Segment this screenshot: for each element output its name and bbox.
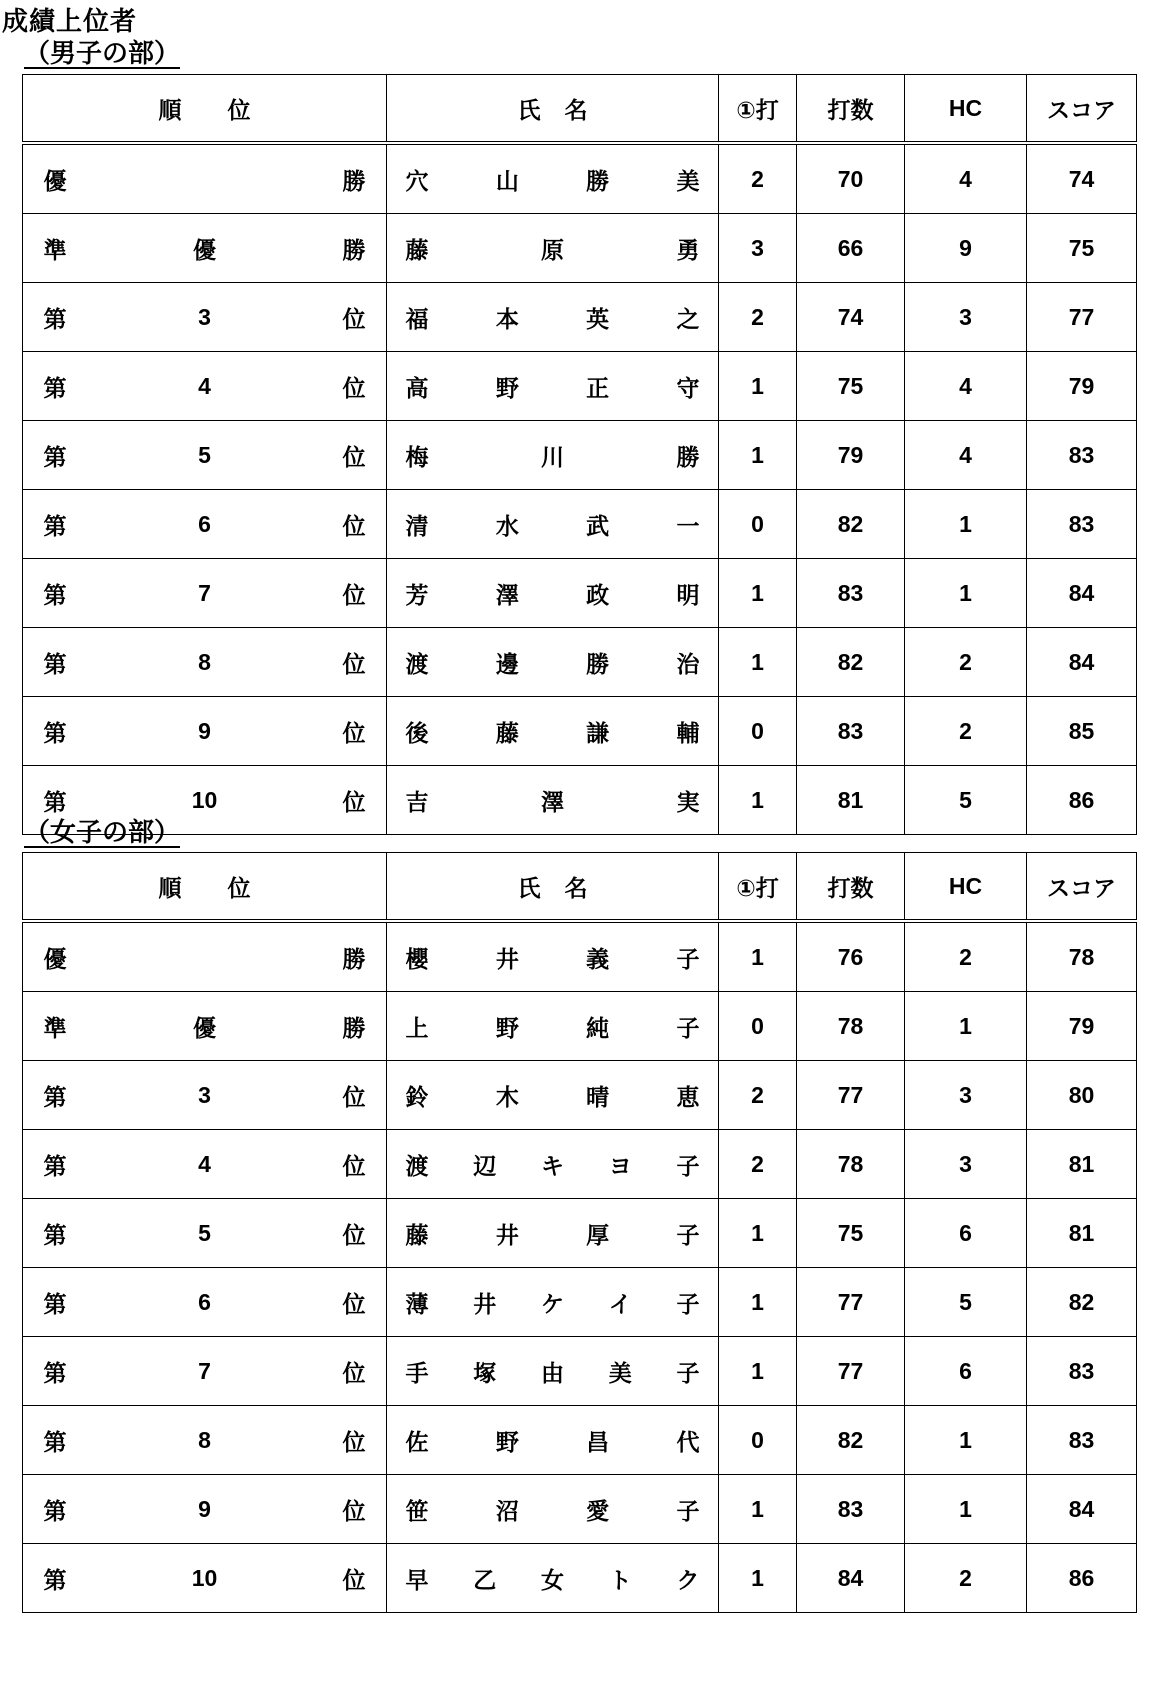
hc-cell: 4 <box>905 421 1027 490</box>
player-name-part: 塚 <box>473 1359 497 1386</box>
hc-cell: 3 <box>905 283 1027 352</box>
strokes-cell: 82 <box>797 490 905 559</box>
player-name-part: 野 <box>495 1428 519 1455</box>
rank-part: 勝 <box>342 945 366 972</box>
rank-cell <box>23 1544 387 1613</box>
table-row <box>23 1544 1137 1613</box>
score-cell: 83 <box>1027 1337 1137 1406</box>
player-name-part: ト <box>608 1566 632 1593</box>
strokes-cell: 79 <box>797 421 905 490</box>
hc-cell: 2 <box>905 921 1027 992</box>
player-name-part: 佐 <box>405 1428 429 1455</box>
player-name-part: 穴 <box>405 167 429 194</box>
rank-column-header: 順 位 <box>23 853 387 922</box>
player-name-part: 井 <box>495 945 519 972</box>
rank-column-header: 順 位 <box>23 75 387 144</box>
first-hole-strokes-cell: 1 <box>719 559 797 628</box>
strokes-cell: 83 <box>797 697 905 766</box>
player-name-cell <box>387 490 719 559</box>
hc-cell: 3 <box>905 1061 1027 1130</box>
player-name-part: 吉 <box>405 788 429 815</box>
table-row <box>23 1268 1137 1337</box>
score-cell: 79 <box>1027 992 1137 1061</box>
player-name-part: 昌 <box>586 1428 610 1455</box>
table-row <box>23 628 1137 697</box>
player-name-cell <box>387 421 719 490</box>
rank-part: 勝 <box>342 236 366 263</box>
rank-part: 位 <box>342 650 366 677</box>
player-name-part: 芳 <box>405 581 429 608</box>
table-row <box>23 214 1137 283</box>
player-name-part: 愛 <box>586 1497 610 1524</box>
hc-cell: 6 <box>905 1199 1027 1268</box>
player-name-part: 美 <box>608 1359 632 1386</box>
rank-cell <box>23 490 387 559</box>
first-hole-strokes-cell: 2 <box>719 1130 797 1199</box>
player-name-part: 義 <box>586 945 610 972</box>
rank-part: 第 <box>43 1428 67 1455</box>
men-ranking-table <box>22 74 1137 835</box>
player-name-cell <box>387 1268 719 1337</box>
rank-cell <box>23 921 387 992</box>
table-row <box>23 1337 1137 1406</box>
score-cell: 86 <box>1027 1544 1137 1613</box>
rank-cell <box>23 143 387 214</box>
rank-part: 7 <box>198 1357 211 1384</box>
table-row <box>23 490 1137 559</box>
player-name-cell <box>387 766 719 835</box>
women-table-body <box>23 921 1137 1613</box>
rank-part: 優 <box>43 167 67 194</box>
women-ranking-table <box>22 852 1137 1613</box>
player-name-part: 乙 <box>473 1566 497 1593</box>
rank-cell <box>23 1406 387 1475</box>
player-name-part: 子 <box>676 1290 700 1317</box>
strokes-cell: 76 <box>797 921 905 992</box>
rank-cell <box>23 1199 387 1268</box>
rank-part: 第 <box>43 512 67 539</box>
player-name-part: 勝 <box>676 443 700 470</box>
hc-column-header: HC <box>905 853 1027 922</box>
first-hole-strokes-cell: 1 <box>719 352 797 421</box>
player-name-part: 厚 <box>586 1221 610 1248</box>
rank-part: 第 <box>43 788 67 815</box>
table-row <box>23 921 1137 992</box>
strokes-cell: 84 <box>797 1544 905 1613</box>
rank-part: 準 <box>43 1014 67 1041</box>
first-hole-strokes-cell: 0 <box>719 992 797 1061</box>
player-name-part: 梅 <box>405 443 429 470</box>
strokes-cell: 77 <box>797 1061 905 1130</box>
player-name-part: 野 <box>495 1014 519 1041</box>
rank-part: 位 <box>342 1221 366 1248</box>
rank-part: 位 <box>342 581 366 608</box>
player-name-part: 治 <box>676 650 700 677</box>
player-name-part: 山 <box>495 167 519 194</box>
hc-cell: 9 <box>905 214 1027 283</box>
strokes-cell: 77 <box>797 1268 905 1337</box>
rank-part: 第 <box>43 305 67 332</box>
score-cell: 74 <box>1027 143 1137 214</box>
hc-cell: 1 <box>905 1475 1027 1544</box>
player-name-cell <box>387 283 719 352</box>
player-name-part: 鈴 <box>405 1083 429 1110</box>
name-column-header: 氏 名 <box>387 75 719 144</box>
player-name-part: 邊 <box>495 650 519 677</box>
rank-part: 位 <box>342 1152 366 1179</box>
player-name-cell <box>387 992 719 1061</box>
rank-part: 第 <box>43 1221 67 1248</box>
strokes-cell: 83 <box>797 559 905 628</box>
score-cell: 84 <box>1027 1475 1137 1544</box>
player-name-part: 早 <box>405 1566 429 1593</box>
rank-part: 3 <box>198 303 211 330</box>
hc-cell: 1 <box>905 992 1027 1061</box>
player-name-cell <box>387 1061 719 1130</box>
player-name-part: 子 <box>676 1014 700 1041</box>
rank-part: 9 <box>198 1495 211 1522</box>
rank-cell <box>23 1130 387 1199</box>
strokes-cell: 74 <box>797 283 905 352</box>
player-name-part: 澤 <box>495 581 519 608</box>
rank-part: 4 <box>198 372 211 399</box>
player-name-part: 渡 <box>405 650 429 677</box>
player-name-cell <box>387 1199 719 1268</box>
men-section-title: （男子の部） <box>24 39 181 69</box>
score-cell: 83 <box>1027 1406 1137 1475</box>
player-name-part: 辺 <box>473 1152 497 1179</box>
strokes-column-header: 打数 <box>797 853 905 922</box>
rank-part: 勝 <box>342 167 366 194</box>
rank-cell <box>23 1475 387 1544</box>
rank-part: 位 <box>342 512 366 539</box>
player-name-part: 子 <box>676 1497 700 1524</box>
player-name-part: 正 <box>586 374 610 401</box>
table-row <box>23 283 1137 352</box>
player-name-part: 木 <box>495 1083 519 1110</box>
player-name-cell <box>387 559 719 628</box>
score-cell: 82 <box>1027 1268 1137 1337</box>
player-name-part: 藤 <box>405 236 429 263</box>
strokes-cell: 75 <box>797 1199 905 1268</box>
rank-part: 6 <box>198 510 211 537</box>
first-hole-strokes-cell: 1 <box>719 1544 797 1613</box>
page-title: 成績上位者 <box>2 7 138 37</box>
first-hole-strokes-cell: 0 <box>719 1406 797 1475</box>
rank-part: 勝 <box>342 1014 366 1041</box>
player-name-cell <box>387 143 719 214</box>
first-hole-strokes-cell: 1 <box>719 1199 797 1268</box>
first-hole-strokes-cell: 1 <box>719 921 797 992</box>
player-name-part: 手 <box>405 1359 429 1386</box>
strokes-cell: 77 <box>797 1337 905 1406</box>
player-name-part: 実 <box>676 788 700 815</box>
strokes-cell: 83 <box>797 1475 905 1544</box>
hc-cell: 4 <box>905 143 1027 214</box>
rank-part: 9 <box>198 717 211 744</box>
rank-part: 第 <box>43 1152 67 1179</box>
strokes-cell: 81 <box>797 766 905 835</box>
hc-cell: 2 <box>905 628 1027 697</box>
men-table-body <box>23 143 1137 835</box>
player-name-part: 勇 <box>676 236 700 263</box>
rank-part: 位 <box>342 1428 366 1455</box>
player-name-part: ヨ <box>608 1152 632 1179</box>
player-name-part: 澤 <box>541 788 564 815</box>
player-name-part: 美 <box>676 167 700 194</box>
rank-part: 第 <box>43 1497 67 1524</box>
first-hole-strokes-cell: 2 <box>719 1061 797 1130</box>
first-hole-strokes-cell: 3 <box>719 214 797 283</box>
score-cell: 79 <box>1027 352 1137 421</box>
player-name-part: 川 <box>541 443 564 470</box>
rank-part: 10 <box>191 1564 218 1591</box>
player-name-part: キ <box>541 1152 564 1179</box>
rank-part: 第 <box>43 581 67 608</box>
player-name-part: 一 <box>676 512 700 539</box>
player-name-part: 之 <box>676 305 700 332</box>
player-name-part: 櫻 <box>405 945 429 972</box>
player-name-part: 勝 <box>586 167 610 194</box>
hc-column-header: HC <box>905 75 1027 144</box>
player-name-part: 代 <box>676 1428 700 1455</box>
rank-part: 第 <box>43 443 67 470</box>
strokes-cell: 82 <box>797 628 905 697</box>
player-name-part: 清 <box>405 512 429 539</box>
first-hole-column-header: ①打 <box>719 75 797 144</box>
table-row <box>23 1475 1137 1544</box>
score-cell: 77 <box>1027 283 1137 352</box>
first-hole-strokes-cell: 1 <box>719 1337 797 1406</box>
rank-cell <box>23 352 387 421</box>
rank-part: 位 <box>342 1497 366 1524</box>
rank-cell <box>23 1268 387 1337</box>
rank-part: 位 <box>342 1083 366 1110</box>
player-name-part: 謙 <box>586 719 610 746</box>
player-name-cell <box>387 921 719 992</box>
rank-part: 8 <box>198 1426 211 1453</box>
rank-part: 位 <box>342 1359 366 1386</box>
rank-part: 第 <box>43 650 67 677</box>
player-name-cell <box>387 628 719 697</box>
table-row <box>23 1199 1137 1268</box>
rank-cell <box>23 628 387 697</box>
table-row <box>23 697 1137 766</box>
player-name-part: 勝 <box>586 650 610 677</box>
player-name-part: 水 <box>495 512 519 539</box>
table-row <box>23 352 1137 421</box>
player-name-part: 政 <box>586 581 610 608</box>
first-hole-column-header: ①打 <box>719 853 797 922</box>
rank-cell <box>23 559 387 628</box>
rank-part: 位 <box>342 1290 366 1317</box>
score-cell: 84 <box>1027 628 1137 697</box>
table-row <box>23 559 1137 628</box>
hc-cell: 5 <box>905 766 1027 835</box>
score-cell: 78 <box>1027 921 1137 992</box>
hc-cell: 5 <box>905 1268 1027 1337</box>
strokes-column-header: 打数 <box>797 75 905 144</box>
player-name-part: 女 <box>541 1566 564 1593</box>
table-row <box>23 1061 1137 1130</box>
first-hole-strokes-cell: 1 <box>719 1475 797 1544</box>
rank-part: 優 <box>43 945 67 972</box>
score-column-header: スコア <box>1027 75 1137 144</box>
rank-part: 3 <box>198 1081 211 1108</box>
score-cell: 83 <box>1027 490 1137 559</box>
player-name-cell <box>387 1337 719 1406</box>
rank-part: 位 <box>342 788 366 815</box>
player-name-part: 純 <box>586 1014 610 1041</box>
player-name-part: 井 <box>495 1221 519 1248</box>
score-cell: 84 <box>1027 559 1137 628</box>
strokes-cell: 82 <box>797 1406 905 1475</box>
rank-part: 準 <box>43 236 67 263</box>
player-name-part: 守 <box>676 374 700 401</box>
rank-part: 第 <box>43 719 67 746</box>
first-hole-strokes-cell: 0 <box>719 697 797 766</box>
player-name-part: 晴 <box>586 1083 610 1110</box>
table-header-row <box>23 853 1137 922</box>
player-name-cell <box>387 1544 719 1613</box>
first-hole-strokes-cell: 2 <box>719 283 797 352</box>
player-name-part: 井 <box>473 1290 497 1317</box>
player-name-cell <box>387 1406 719 1475</box>
first-hole-strokes-cell: 1 <box>719 766 797 835</box>
player-name-part: 子 <box>676 1152 700 1179</box>
player-name-cell <box>387 1130 719 1199</box>
player-name-part: 由 <box>541 1359 564 1386</box>
player-name-part: 藤 <box>495 719 519 746</box>
player-name-part: 福 <box>405 305 429 332</box>
hc-cell: 1 <box>905 559 1027 628</box>
first-hole-strokes-cell: 1 <box>719 421 797 490</box>
hc-cell: 4 <box>905 352 1027 421</box>
rank-part: 6 <box>198 1288 211 1315</box>
player-name-part: 本 <box>495 305 519 332</box>
women-section-title: （女子の部） <box>24 818 181 848</box>
rank-part: 第 <box>43 1290 67 1317</box>
rank-part: 第 <box>43 1083 67 1110</box>
player-name-part: 輔 <box>676 719 700 746</box>
player-name-cell <box>387 1475 719 1544</box>
rank-part: 4 <box>198 1150 211 1177</box>
hc-cell: 2 <box>905 697 1027 766</box>
player-name-part: 笹 <box>405 1497 429 1524</box>
rank-cell <box>23 697 387 766</box>
score-cell: 81 <box>1027 1199 1137 1268</box>
player-name-part: 上 <box>405 1014 429 1041</box>
player-name-part: 明 <box>676 581 700 608</box>
rank-part: 10 <box>191 786 218 813</box>
player-name-part: 原 <box>541 236 564 263</box>
table-row <box>23 143 1137 214</box>
hc-cell: 6 <box>905 1337 1027 1406</box>
hc-cell: 3 <box>905 1130 1027 1199</box>
player-name-part: ケ <box>541 1290 564 1317</box>
score-cell: 80 <box>1027 1061 1137 1130</box>
table-row <box>23 992 1137 1061</box>
score-cell: 75 <box>1027 214 1137 283</box>
rank-part: 5 <box>198 1219 211 1246</box>
table-row <box>23 1406 1137 1475</box>
rank-cell <box>23 214 387 283</box>
rank-part: 位 <box>342 305 366 332</box>
player-name-part: 子 <box>676 1221 700 1248</box>
rank-part: 優 <box>193 1014 216 1041</box>
rank-part: 位 <box>342 719 366 746</box>
player-name-part: 藤 <box>405 1221 429 1248</box>
player-name-part: 子 <box>676 945 700 972</box>
table-row <box>23 421 1137 490</box>
rank-part: 第 <box>43 1359 67 1386</box>
strokes-cell: 78 <box>797 1130 905 1199</box>
strokes-cell: 75 <box>797 352 905 421</box>
rank-part: 8 <box>198 648 211 675</box>
first-hole-strokes-cell: 0 <box>719 490 797 559</box>
player-name-part: 沼 <box>495 1497 519 1524</box>
score-cell: 85 <box>1027 697 1137 766</box>
rank-cell <box>23 421 387 490</box>
strokes-cell: 70 <box>797 143 905 214</box>
player-name-part: 薄 <box>405 1290 429 1317</box>
player-name-part: 渡 <box>405 1152 429 1179</box>
player-name-part: 子 <box>676 1359 700 1386</box>
player-name-cell <box>387 352 719 421</box>
player-name-part: 英 <box>586 305 610 332</box>
hc-cell: 1 <box>905 1406 1027 1475</box>
player-name-part: 後 <box>405 719 429 746</box>
rank-cell <box>23 1337 387 1406</box>
player-name-part: イ <box>608 1290 632 1317</box>
player-name-part: 恵 <box>676 1083 700 1110</box>
strokes-cell: 78 <box>797 992 905 1061</box>
player-name-part: 武 <box>586 512 610 539</box>
table-row <box>23 1130 1137 1199</box>
player-name-part: ク <box>676 1566 700 1593</box>
first-hole-strokes-cell: 2 <box>719 143 797 214</box>
player-name-part: 野 <box>495 374 519 401</box>
rank-cell <box>23 992 387 1061</box>
rank-part: 位 <box>342 443 366 470</box>
score-cell: 83 <box>1027 421 1137 490</box>
rank-part: 位 <box>342 1566 366 1593</box>
player-name-cell <box>387 214 719 283</box>
hc-cell: 1 <box>905 490 1027 559</box>
score-column-header: スコア <box>1027 853 1137 922</box>
rank-cell <box>23 283 387 352</box>
rank-cell <box>23 1061 387 1130</box>
score-cell: 81 <box>1027 1130 1137 1199</box>
rank-part: 7 <box>198 579 211 606</box>
player-name-cell <box>387 697 719 766</box>
rank-part: 第 <box>43 374 67 401</box>
name-column-header: 氏 名 <box>387 853 719 922</box>
table-header-row <box>23 75 1137 144</box>
first-hole-strokes-cell: 1 <box>719 1268 797 1337</box>
hc-cell: 2 <box>905 1544 1027 1613</box>
first-hole-strokes-cell: 1 <box>719 628 797 697</box>
strokes-cell: 66 <box>797 214 905 283</box>
rank-part: 第 <box>43 1566 67 1593</box>
rank-part: 位 <box>342 374 366 401</box>
rank-part: 5 <box>198 441 211 468</box>
score-cell: 86 <box>1027 766 1137 835</box>
rank-part: 優 <box>193 236 216 263</box>
player-name-part: 高 <box>405 374 429 401</box>
